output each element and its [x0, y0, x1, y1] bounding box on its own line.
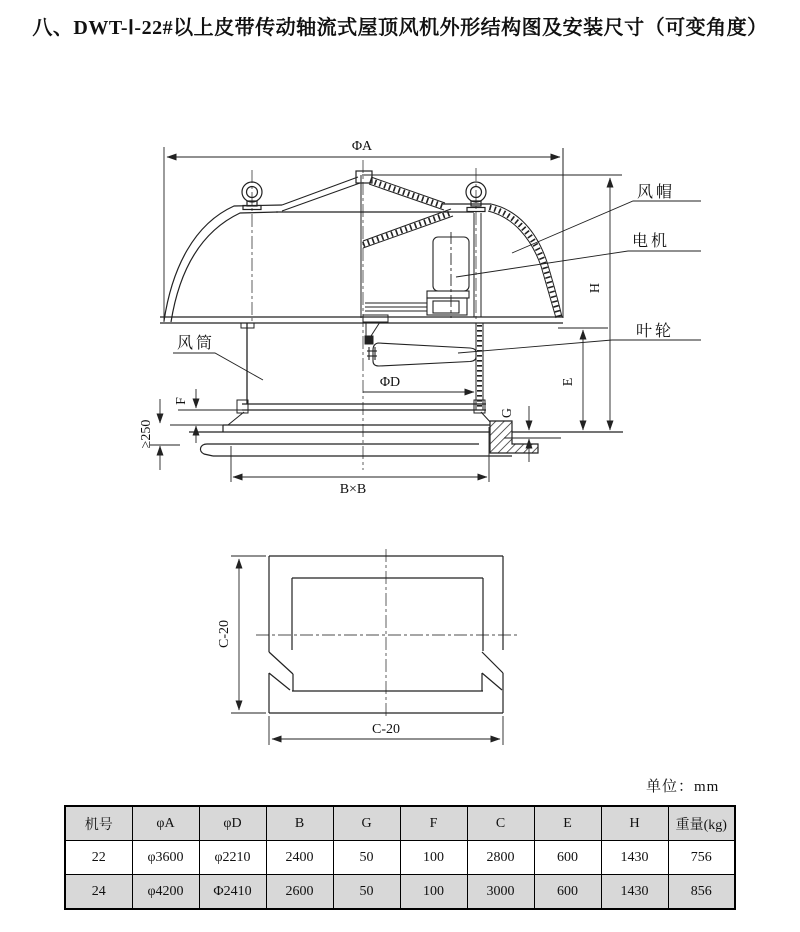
table-header-cell: C	[467, 806, 534, 841]
mounting-plate	[160, 317, 563, 328]
seam-notch	[269, 652, 293, 674]
dim-label-phi-d: ΦD	[379, 375, 401, 390]
table-header-cell: G	[333, 806, 400, 841]
label-wind-duct: 风筒	[177, 335, 216, 352]
spec-table	[64, 805, 736, 910]
table-cell: 756	[668, 841, 735, 875]
table-cell: 600	[534, 875, 601, 910]
table-cell: 1430	[601, 875, 668, 910]
table-header-cell: B	[266, 806, 333, 841]
dim-label-c20-v: C-20	[217, 620, 232, 648]
roof-curb	[189, 421, 623, 456]
dim-label-min-250: ≥250	[139, 419, 154, 449]
label-wind-cap: 风帽	[637, 184, 676, 201]
table-cell: φ3600	[132, 841, 199, 875]
duct-flange	[228, 400, 492, 425]
dim-label-h: H	[588, 282, 603, 294]
table-header-row	[65, 806, 735, 841]
table-cell: 2600	[266, 875, 333, 910]
table-cell: 22	[65, 841, 132, 875]
dim-label-c20-h: C-20	[372, 722, 400, 737]
seam-notch	[269, 673, 290, 690]
wind-cap-ribbed-section	[363, 177, 562, 318]
seam-notch	[482, 652, 503, 673]
bearing-bracket	[363, 315, 388, 344]
curb-hatched-section	[490, 421, 538, 453]
page-title: 八、DWT-Ⅰ-22#以上皮带传动轴流式屋顶风机外形结构图及安装尺寸（可变角度）	[32, 17, 768, 39]
unit-note: 单位：mm	[646, 779, 720, 795]
dim-label-f: F	[174, 397, 189, 405]
impeller	[367, 343, 476, 366]
section-frame	[361, 148, 622, 318]
table-cell: 856	[668, 875, 735, 910]
table-cell: 50	[333, 875, 400, 910]
table-cell: φ4200	[132, 875, 199, 910]
dim-label-g: G	[500, 407, 515, 419]
table-cell: 2400	[266, 841, 333, 875]
technical-drawing	[0, 100, 800, 780]
dim-label-e: E	[561, 377, 576, 387]
table-header-cell: F	[400, 806, 467, 841]
dim-label-phi-a: ΦA	[351, 139, 373, 154]
table-row	[65, 875, 735, 910]
table-header-cell: E	[534, 806, 601, 841]
motor	[365, 232, 469, 318]
table-header-cell: 重量(kg)	[668, 806, 735, 841]
table-header-cell: H	[601, 806, 668, 841]
leader-impeller	[458, 340, 701, 353]
table-header-cell: φD	[199, 806, 266, 841]
base-centerlines	[256, 549, 518, 718]
label-motor: 电机	[632, 233, 671, 250]
label-impeller: 叶轮	[636, 323, 675, 340]
leader-motor	[456, 251, 701, 277]
table-cell: 100	[400, 875, 467, 910]
table-cell: φ2210	[199, 841, 266, 875]
table-cell: 600	[534, 841, 601, 875]
fan-side-view	[150, 147, 701, 482]
table-cell: 3000	[467, 875, 534, 910]
base-plan-view	[231, 549, 518, 745]
base-dimensions	[231, 556, 503, 745]
table-row	[65, 841, 735, 875]
table-cell: 2800	[467, 841, 534, 875]
table-cell: 1430	[601, 841, 668, 875]
seam-notch	[482, 673, 502, 690]
table-cell: Φ2410	[199, 875, 266, 910]
dim-label-bxb: B×B	[339, 482, 367, 497]
table-cell: 24	[65, 875, 132, 910]
wind-cap-outline	[164, 171, 491, 322]
table-cell: 100	[400, 841, 467, 875]
table-cell: 50	[333, 841, 400, 875]
table-header-cell: φA	[132, 806, 199, 841]
leader-wind-duct	[173, 353, 263, 380]
table-header-cell: 机号	[65, 806, 132, 841]
